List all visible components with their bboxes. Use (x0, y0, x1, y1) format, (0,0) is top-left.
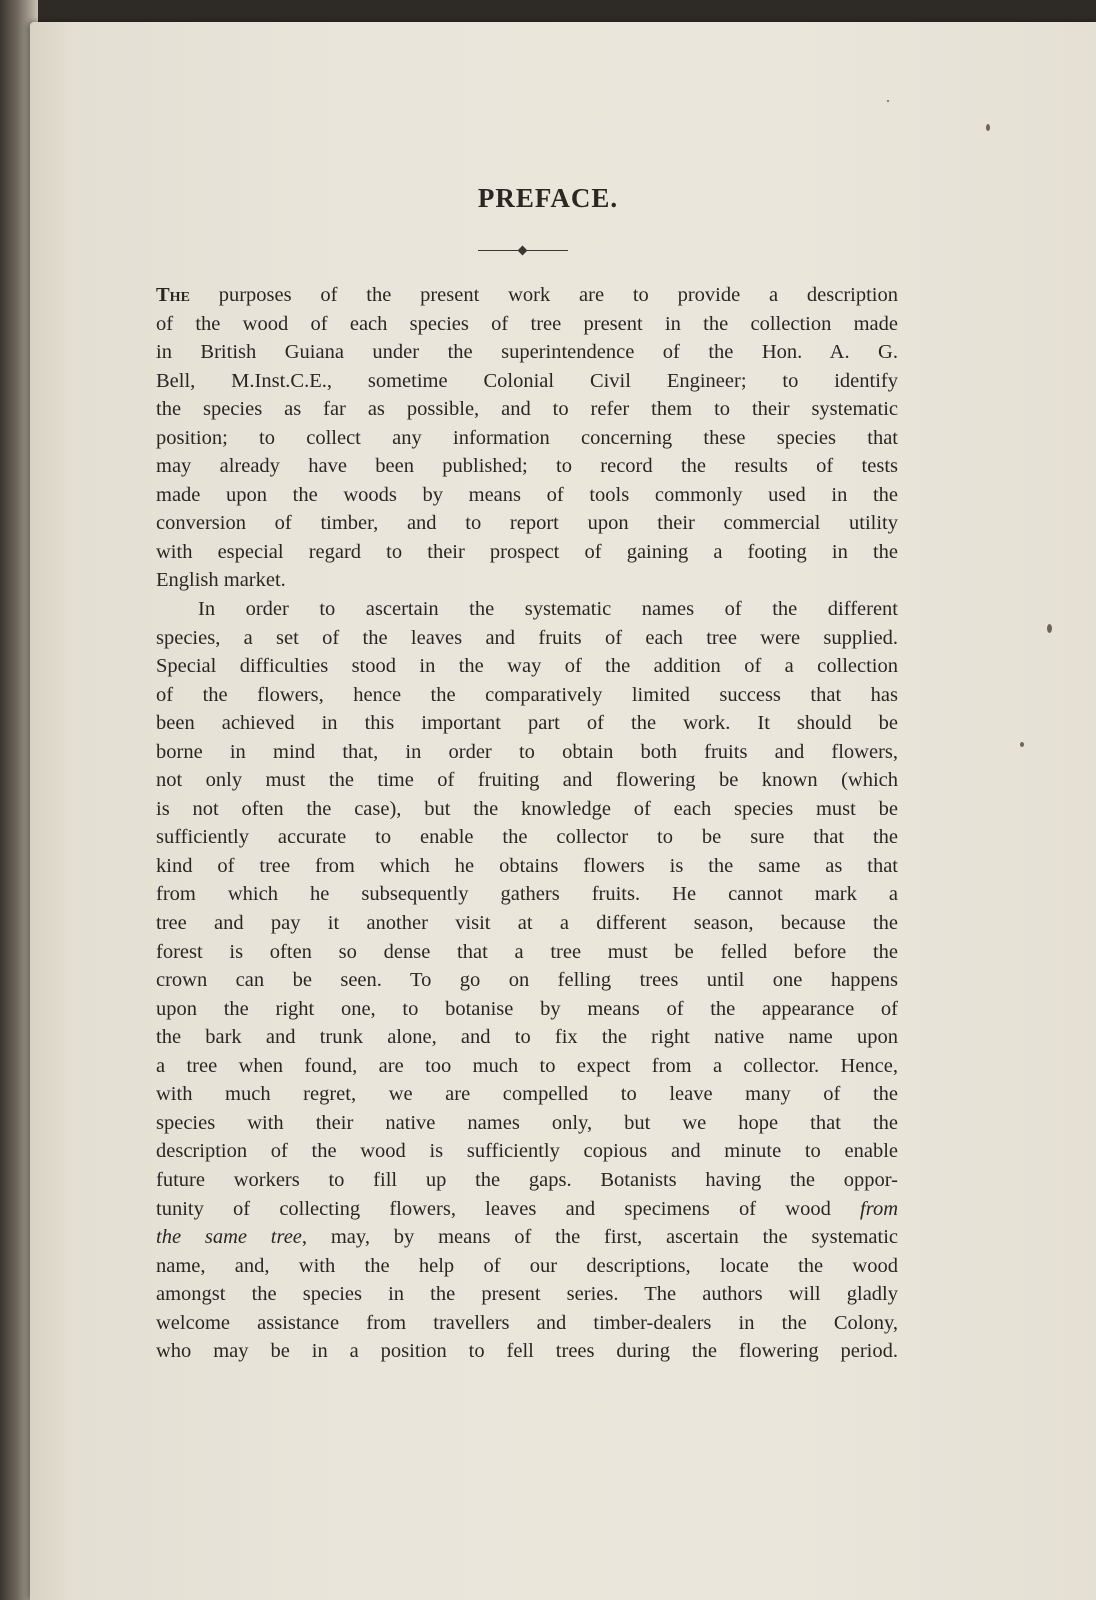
italic-phrase: the same tree (156, 1226, 302, 1249)
page-title: PREFACE. (477, 183, 619, 213)
text-line: tree and pay it another visit at a different season, because the (156, 912, 898, 935)
text-line: sufficiently accurate to enable the collector to be sure that the (156, 826, 898, 849)
paper-speck (1020, 742, 1024, 747)
text-line: Special difficulties stood in the way of the addition of a collection (156, 655, 898, 678)
text-line: who may be in a position to fell trees during the flowering period. (156, 1340, 898, 1363)
text-line: made upon the woods by means of tools commonly used in the (156, 483, 898, 506)
text-line: in British Guiana under the superintendence of the Hon. A. G. (156, 341, 898, 364)
lead-word: The (156, 284, 190, 306)
text-line: The purposes of the present work are to provide a description (156, 284, 898, 306)
text-line: upon the right one, to botanise by means of the appearance of (156, 997, 898, 1020)
paper-speck (986, 124, 990, 131)
text-line: crown can be seen. To go on felling trees until one happens (156, 969, 898, 992)
paper-speck (887, 100, 889, 102)
text-line: description of the wood is sufficiently copious and minute to enable (156, 1140, 898, 1163)
text-line: the bark and trunk alone, and to fix the right native name upon (156, 1026, 898, 1049)
text-line: name, and, with the help of our descriptions, locate the wood (156, 1254, 898, 1277)
text-line: borne in mind that, in order to obtain both fruits and flowers, (156, 740, 898, 763)
text-line: conversion of timber, and to report upon their commercial utility (156, 512, 898, 535)
text-line: with especial regard to their prospect of gaining a footing in the (156, 540, 898, 563)
text-line: not only must the time of fruiting and flowering be known (which (156, 769, 898, 792)
text-line: is not often the case), but the knowledge of each species must be (156, 797, 898, 820)
text-line: Bell, M.Inst.C.E., sometime Colonial Civil Engineer; to identify (156, 369, 898, 392)
text-line: species, a set of the leaves and fruits of each tree were supplied. (156, 626, 898, 649)
text-line: the same tree, may, by means of the first, ascertain the systematic (156, 1226, 898, 1249)
ornamental-rule (478, 247, 568, 255)
text-line: from which he subsequently gathers fruits. He cannot mark a (156, 883, 898, 906)
text-line: with much regret, we are compelled to leave many of the (156, 1083, 898, 1106)
text-line: In order to ascertain the systematic names of the different (198, 598, 898, 621)
text-line: species with their native names only, but we hope that the (156, 1111, 898, 1134)
text-line: position; to collect any information concerning these species that (156, 426, 898, 449)
text-line: the species as far as possible, and to refer them to their systematic (156, 398, 898, 421)
text-line: a tree when found, are too much to expect from a collector. Hence, (156, 1054, 898, 1077)
text-line: English market. (156, 569, 286, 592)
preface-body (156, 281, 898, 1366)
text-line: forest is often so dense that a tree must be felled before the (156, 940, 898, 963)
text-line: amongst the species in the present series. The authors will gladly (156, 1283, 898, 1306)
text-line: kind of tree from which he obtains flowers is the same as that (156, 854, 898, 877)
text-line: tunity of collecting flowers, leaves and specimens of wood from (156, 1197, 898, 1220)
text-line: future workers to fill up the gaps. Botanists having the oppor- (156, 1168, 898, 1191)
paper-speck (1047, 624, 1052, 633)
text-line: of the flowers, hence the comparatively limited success that has (156, 683, 898, 706)
italic-phrase: from (860, 1197, 898, 1220)
rule-diamond (518, 246, 528, 256)
text-line: of the wood of each species of tree present in the collection made (156, 312, 898, 335)
text-line: may already have been published; to record the results of tests (156, 455, 898, 478)
text-line: welcome assistance from travellers and timber-dealers in the Colony, (156, 1311, 898, 1334)
text-line: been achieved in this important part of the work. It should be (156, 712, 898, 735)
